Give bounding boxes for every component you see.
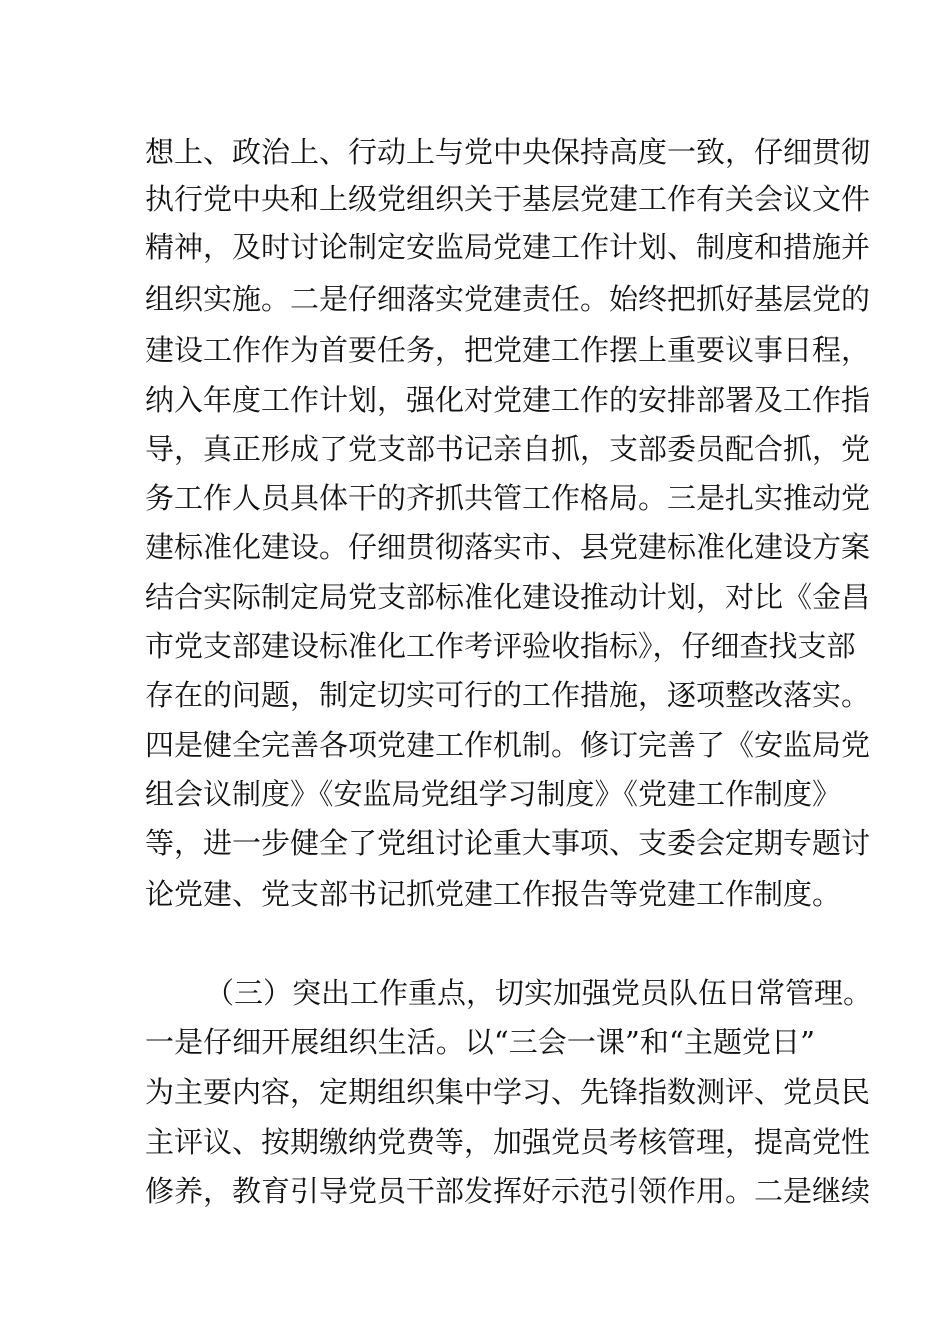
text-line: 修养，教育引导党员干部发挥好示范引领作用。二是继续 [145, 1174, 871, 1208]
text-line: 执行党中央和上级党组织关于基层党建工作有关会议文件 [145, 182, 871, 216]
text-line: 导，真正形成了党支部书记亲自抓，支部委员配合抓，党 [145, 432, 871, 466]
text-line: 组织实施。二是仔细落实党建责任。始终把抓好基层党的 [145, 282, 871, 316]
text-line: 主评议、按期缴纳党费等，加强党员考核管理，提高党性 [145, 1125, 871, 1159]
text-line: 为主要内容，定期组织集中学习、先锋指数测评、党员民 [145, 1075, 871, 1109]
text-line: 等，进一步健全了党组讨论重大事项、支委会定期专题讨 [145, 826, 871, 860]
text-line: 组会议制度》《安监局党组学习制度》《党建工作制度》 [145, 777, 842, 811]
text-line: 建设工作作为首要任务，把党建工作摆上重要议事日程， [145, 333, 871, 367]
text-line: 想上、政治上、行动上与党中央保持高度一致，仔细贯彻 [145, 135, 871, 169]
text-line: 市党支部建设标准化工作考评验收指标》，仔细查找支部 [145, 629, 856, 663]
text-line: 一是仔细开展组织生活。以“三会一课”和“主题党日” [145, 1025, 815, 1059]
text-line: 建标准化建设。仔细贯彻落实市、县党建标准化建设方案 [145, 530, 871, 564]
text-line: 存在的问题，制定切实可行的工作措施，逐项整改落实。 [145, 678, 871, 712]
text-line: 纳入年度工作计划，强化对党建工作的安排部署及工作指 [145, 383, 871, 417]
text-line: 精神，及时讨论制定安监局党建工作计划、制度和措施并 [145, 230, 871, 264]
text-line: 四是健全完善各项党建工作机制。修订完善了《安监局党 [145, 728, 871, 762]
text-line: 结合实际制定局党支部标准化建设推动计划，对比《金昌 [145, 580, 871, 614]
text-line: 务工作人员具体干的齐抓共管工作格局。三是扎实推动党 [145, 481, 871, 515]
text-line: 论党建、党支部书记抓党建工作报告等党建工作制度。 [145, 877, 842, 911]
text-line: （三）突出工作重点，切实加强党员队伍日常管理。 [205, 976, 873, 1010]
